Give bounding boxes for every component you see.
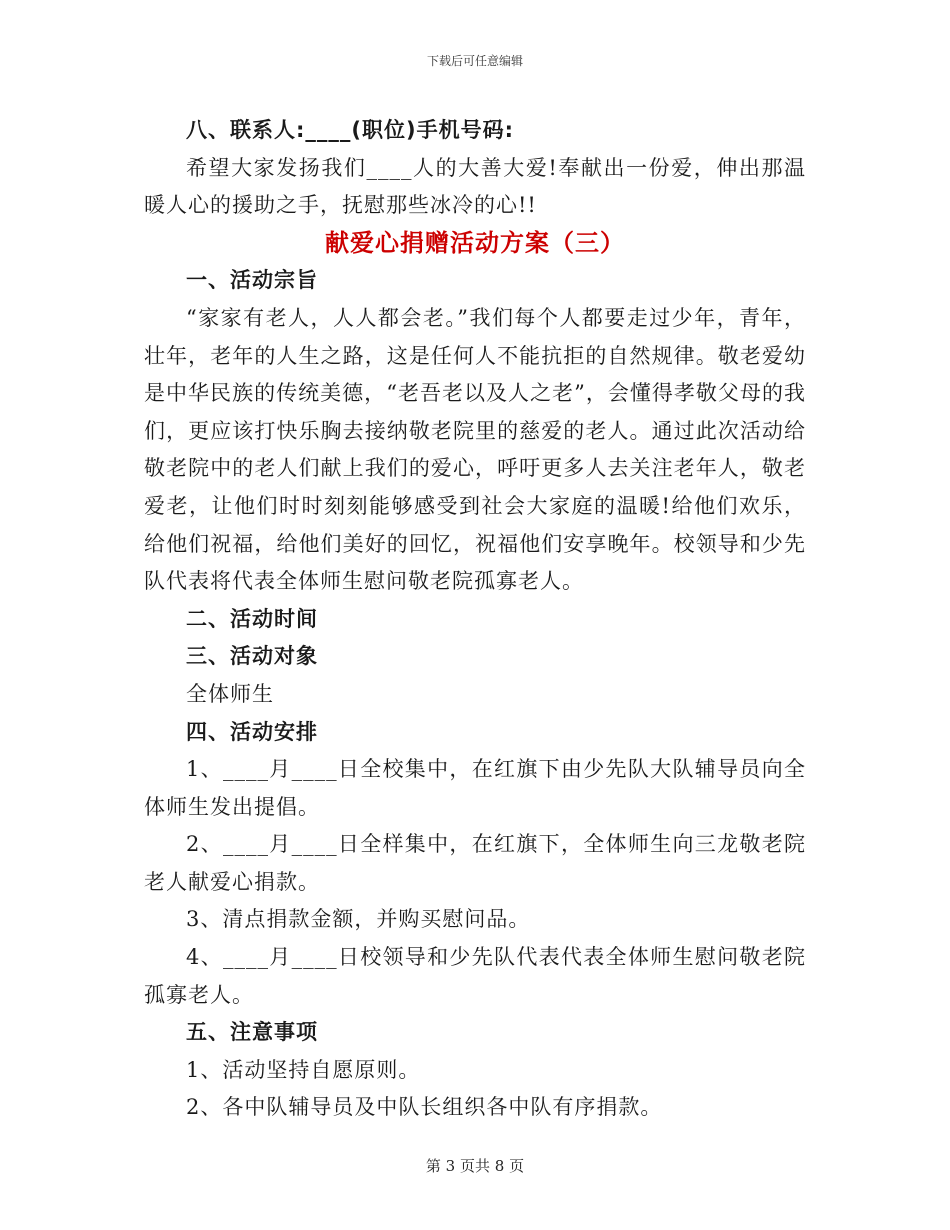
note-item-2: 2、各中队辅导员及中队长组织各中队有序捐款。 (186, 1095, 663, 1120)
document-body (144, 112, 806, 1127)
arrangement-item-1: 1、____月____日全校集中，在红旗下由少先队大队辅导员向全体师生发出提倡。 (144, 757, 806, 819)
closing-paragraph: 希望大家发扬我们____人的大善大爱!奉献出一份爱，伸出那温暖人心的援助之手，抚慰那些冰冷的心!! (144, 155, 806, 218)
arrangement-item-4: 4、____月____日校领导和少先队代表代表全体师生慰问敬老院孤寡老人。 (144, 945, 806, 1007)
heading-arrangement: 四、活动安排 (186, 719, 318, 744)
contact-heading: 八、联系人:____(职位)手机号码: (186, 118, 514, 142)
heading-time: 二、活动时间 (186, 606, 318, 631)
heading-purpose: 一、活动宗旨 (186, 268, 318, 293)
arrangement-item-2: 2、____月____日全样集中，在红旗下，全体师生向三龙敬老院老人献爱心捐款。 (144, 832, 806, 894)
note-item-1: 1、活动坚持自愿原则。 (186, 1057, 421, 1082)
page-footer: 第 3 页共 8 页 (425, 1157, 525, 1175)
heading-notes: 五、注意事项 (186, 1020, 318, 1045)
section-title: 献爱心捐赠活动方案（三） (325, 228, 625, 257)
purpose-paragraph: “家家有老人，人人都会老。”我们每个人都要走过少年，青年，壮年，老年的人生之路，这是任何人不能抗拒的自然规律。敬老爱幼是中华民族的传统美德，“老吾老以及人之老”，会懂得孝敬父母的我们，更应该打快乐胸去接纳敬老院里的慈爱的老人。通过此次活动给敬老院中的老人们献上我们的爱心，呼吁更多人去关注老年人，敬老爱老，让他们时时刻刻能够感受到社会大家庭的温暖!给他们欢乐，给他们祝福，给他们美好的回忆，祝福他们安享晚年。校领导和少先队代表将代表全体师生慰问敬老院孤寡老人。 (144, 305, 806, 594)
page-header: 下载后可任意编辑 (426, 54, 523, 68)
heading-target: 三、活动对象 (186, 644, 318, 669)
target-text: 全体师生 (186, 681, 274, 706)
arrangement-item-3: 3、清点捐款金额，并购买慰问品。 (186, 907, 531, 932)
